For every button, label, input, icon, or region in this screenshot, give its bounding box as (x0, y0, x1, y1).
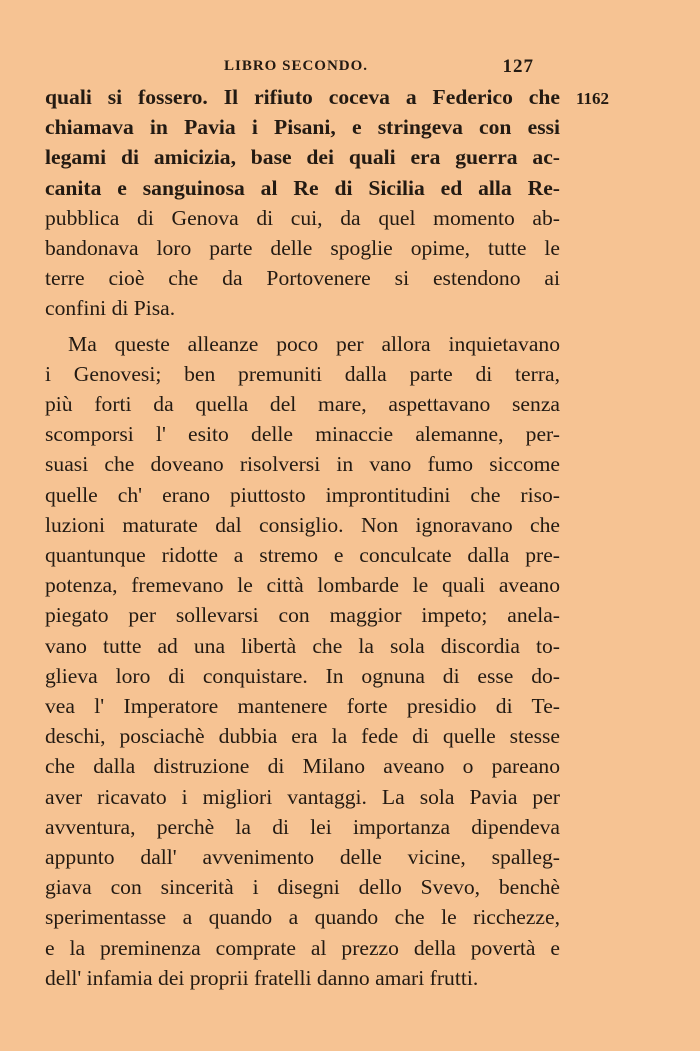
text-line: potenza, fremevano le città lombarde le quali aveano (45, 573, 560, 598)
text-line: scomporsi l' esito delle minaccie alemanne, per- (45, 422, 560, 447)
text-line: Ma queste alleanze poco per allora inquietavano (68, 331, 560, 356)
text-line: suasi che doveano risolversi in vano fumo siccome (45, 452, 560, 477)
paragraph-2 (45, 329, 560, 993)
text-line: terre cioè che da Portovenere si estendono ai (45, 266, 560, 291)
paragraph-1 (45, 82, 560, 324)
text-line: quelle ch' erano piuttosto improntitudini che riso- (45, 482, 560, 507)
text-line: luzioni maturate dal consiglio. Non ignoravano che (45, 512, 560, 537)
text-line: legami di amicizia, base dei quali era guerra ac- (45, 145, 560, 170)
text-line: bandonava loro parte delle spoglie opime, tutte le (45, 236, 560, 261)
text-line: pubblica di Genova di cui, da quel momento ab- (45, 205, 560, 230)
text-line: e la preminenza comprate al prezzo della povertà e (45, 935, 560, 960)
text-line: glieva loro di conquistare. In ognuna di esse do- (45, 663, 560, 688)
text-line: dell' infamia dei proprii fratelli danno amari frutti. (45, 965, 479, 990)
running-title: LIBRO SECONDO. (224, 58, 369, 74)
text-line: chiamava in Pavia i Pisani, e stringeva con essi (45, 115, 560, 140)
text-line: avventura, perchè la di lei importanza dipendeva (45, 814, 560, 839)
text-line: aver ricavato i migliori vantaggi. La sola Pavia per (45, 784, 560, 809)
text-line: quali si fossero. Il rifiuto coceva a Federico che (45, 85, 560, 109)
text-line: vea l' Imperatore mantenere forte presidio di Te- (45, 694, 560, 719)
text-line: deschi, posciachè dubbia era la fede di quelle stesse (45, 724, 560, 749)
text-line: quantunque ridotte a stremo e conculcate dalla pre- (45, 543, 560, 568)
margin-year-note: 1162 (576, 89, 610, 108)
text-line: giava con sincerità i disegni dello Svevo, benchè (45, 875, 560, 900)
text-line: appunto dall' avvenimento delle vicine, spalleg- (45, 845, 560, 870)
body-text (45, 82, 560, 993)
text-line: sperimentasse a quando a quando che le ricchezze, (45, 905, 560, 930)
text-line: canita e sanguinosa al Re di Sicilia ed alla Re- (45, 175, 560, 200)
text-line: confini di Pisa. (45, 296, 176, 321)
text-line: più forti da quella del mare, aspettavano senza (45, 392, 560, 417)
text-line: piegato per sollevarsi con maggior impeto; anela- (45, 603, 560, 628)
text-line: che dalla distruzione di Milano aveano o pareano (45, 754, 560, 779)
text-line: i Genovesi; ben premuniti dalla parte di terra, (45, 361, 560, 386)
text-line: vano tutte ad una libertà che la sola discordia to- (45, 633, 560, 658)
running-head (224, 58, 534, 82)
page-number: 127 (502, 56, 534, 77)
